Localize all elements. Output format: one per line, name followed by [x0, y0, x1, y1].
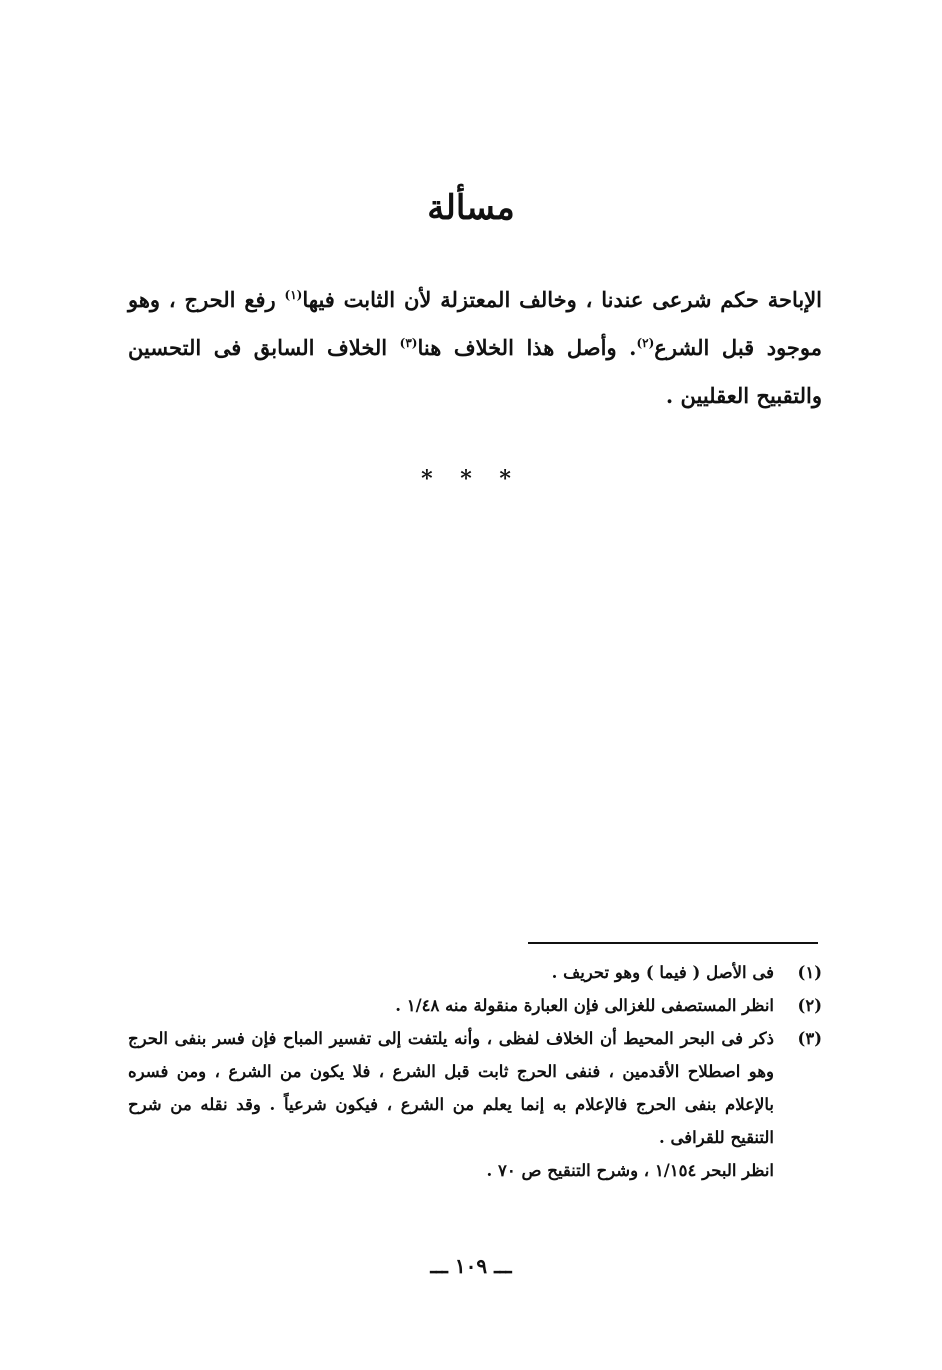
footnote-text: [128, 1022, 774, 1187]
footnote-line: انظر المستصفى للغزالى فإن العبارة منقولة منه ١/٤٨ .: [395, 996, 774, 1015]
footnote-item: [128, 1022, 822, 1187]
footnote-reference-3: (٣): [399, 336, 418, 350]
footnote-reference-2: (٢): [636, 336, 655, 350]
footnote-text: [128, 989, 774, 1022]
footnote-item: [128, 956, 822, 989]
main-paragraph-text: [128, 276, 822, 420]
footnote-line: فى الأصل ( فيما ) وهو تحريف .: [551, 963, 774, 982]
main-text-segment: رفع الحرج ، وهو موجود قبل الشرع: [128, 287, 822, 360]
main-text-segment: . وأصل هذا الخلاف هنا: [417, 335, 637, 360]
footnote-item: [128, 989, 822, 1022]
main-paragraph: [128, 276, 822, 420]
section-separator: * * *: [421, 466, 521, 492]
footnotes-section: [128, 956, 822, 1187]
footnote-number: (٢): [797, 996, 822, 1015]
page-number: ـــ ١٠٩ ـــ: [430, 1254, 512, 1278]
main-text-segment: الخلاف السابق فى التحسين والتقبيح العقليين .: [128, 335, 822, 408]
footnote-divider: [528, 942, 818, 944]
footnote-reference-1: (١): [284, 288, 303, 302]
footnote-number: (٣): [797, 1029, 822, 1048]
footnote-line: ذكر فى البحر المحيط أن الخلاف لفظى ، وأنه يلتفت إلى تفسير المباح فإن فسر بنفى الحرج وهو اصطلاح الأقدمين ، فنفى الحرج ثابت قبل الشرع ، فلا يكون من الشرع ، ومن فسره بالإعلام بنفى الحرج فالإعلام به إنما يعلم من الشرع ، فيكون شرعياً . وقد نقله من شرح التنقيح للقرافى .: [128, 1029, 774, 1147]
footnote-line: انظر البحر ١/١٥٤ ، وشرح التنقيح ص ٧٠ .: [486, 1161, 774, 1180]
footnote-text: [128, 956, 774, 989]
main-text-segment: الإباحة حكم شرعى عندنا ، وخالف المعتزلة لأن الثابت فيها: [302, 287, 822, 312]
footnote-number: (١): [797, 963, 822, 982]
section-title: مسألة: [427, 188, 515, 228]
